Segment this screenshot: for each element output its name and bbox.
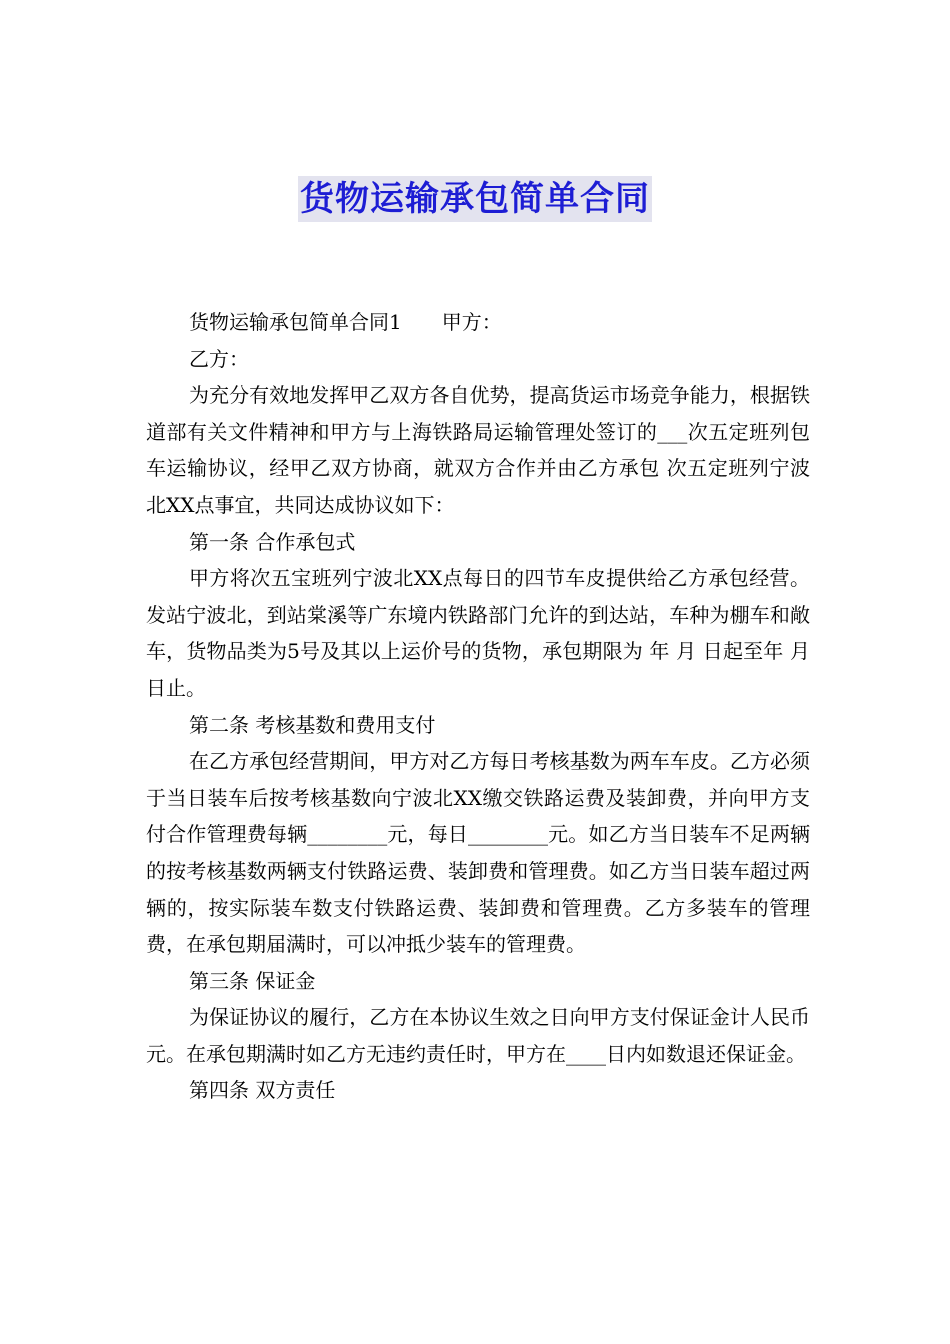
article-2-heading: 第二条 考核基数和费用支付 [189, 712, 436, 737]
title-container [0, 176, 950, 222]
preamble-paragraph: 为充分有效地发挥甲乙双方各自优势，提高货运市场竞争能力，根据铁道部有关文件精神和甲方与上海铁路局运输管理处签订的___次五定班列包车运输协议，经甲乙双方协商，就双方合作并由乙方承包 次五定班列宁波北XX点事宜，共同达成协议如下： [146, 383, 810, 517]
party-b-label: 乙方： [189, 346, 249, 371]
article-1-body: 甲方将次五宝班列宁波北XX点每日的四节车皮提供给乙方承包经营。发站宁波北，到站棠溪等广东境内铁路部门允许的到达站，车种为棚车和敞车，货物品类为5号及其以上运价号的货物，承包期限为 年 月 日起至年 月 日止。 [146, 566, 810, 700]
article-4-heading: 第四条 双方责任 [189, 1078, 336, 1103]
article-3-heading: 第三条 保证金 [189, 968, 316, 993]
article-3-body: 为保证协议的履行，乙方在本协议生效之日向甲方支付保证金计人民币 元。在承包期满时如乙方无违约责任时，甲方在____日内如数退还保证金。 [146, 1005, 810, 1066]
article-2-body: 在乙方承包经营期间，甲方对乙方每日考核基数为两车车皮。乙方必须于当日装车后按考核基数向宁波北XX缴交铁路运费及装卸费，并向甲方支付合作管理费每辆________元，每日________元。如乙方当日装车不足两辆的按考核基数两辆支付铁路运费、装卸费和管理费。如乙方当日装车超过两辆的，按实际装车数支付铁路运费、装卸费和管理费。乙方多装车的管理费，在承包期届满时，可以冲抵少装车的管理费。 [146, 749, 810, 957]
article-1-heading: 第一条 合作承包式 [189, 529, 356, 554]
party-a-label: 甲方： [441, 310, 502, 334]
intro-text: 货物运输承包简单合同1 [189, 310, 402, 334]
document-title: 货物运输承包简单合同 [298, 176, 652, 222]
document-body [146, 304, 810, 1109]
intro-line [146, 304, 810, 341]
